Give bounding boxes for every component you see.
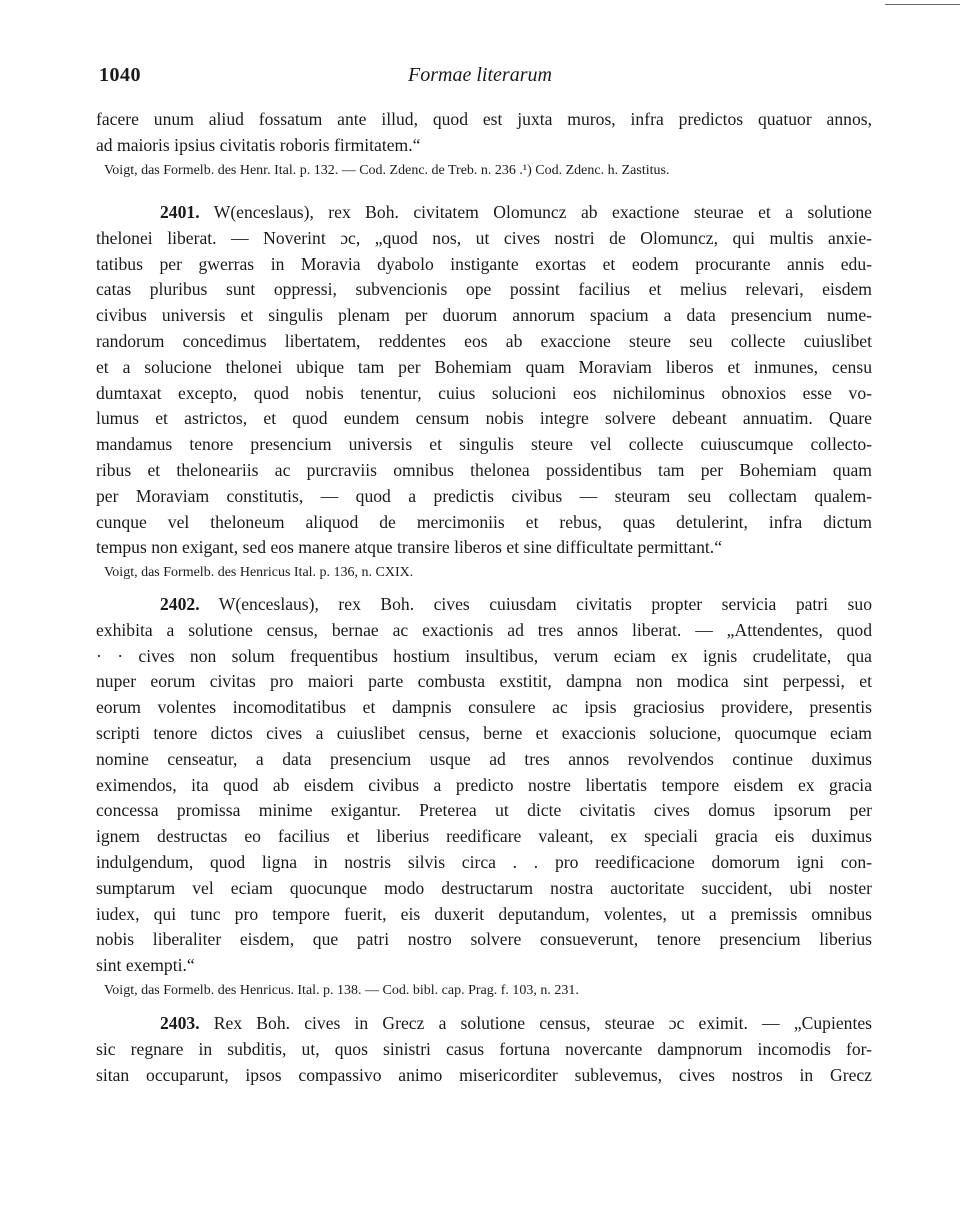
text-line: sint exempti.“ — [96, 955, 195, 976]
entry-number: 2402. — [160, 594, 200, 614]
text-line: facere unum aliud fossatum ante illud, quod est juxta muros, infra predictos quatuor annos, — [96, 109, 872, 129]
entry-summary: W(enceslaus), rex Boh. civitatem Olomuncz ab exactione steurae et a solutione — [213, 202, 872, 222]
entry-2403 — [96, 1011, 872, 1088]
text-line: scripti tenore dictos cives a cuiuslibet census, berne et exaccionis solucione, quocumque eciam — [96, 722, 872, 743]
text-line: cunque vel theloneum aliquod de mercimoniis et rebus, quas detulerint, infra dictum — [96, 511, 872, 532]
text-line: randorum concedimus libertatem, reddentes eos ab exaccione steure seu collecte cuiuslibet — [96, 330, 872, 351]
text-line: sumptarum vel eciam quocunque modo destructarum nostra auctoritate succident, ubi noster — [96, 877, 872, 898]
page-header — [0, 64, 960, 94]
text-line: ignem destructas eo facilius et liberius reedificare valeant, ex speciali gracia eis duximus — [96, 826, 872, 847]
text-line: · · cives non solum frequentibus hostium insultibus, verum eciam ex ignis crudelitate, qua — [96, 645, 872, 666]
entry-heading — [96, 200, 872, 226]
text-line: tempus non exigant, sed eos manere atque transire liberos et sine difficultate permittant.“ — [96, 537, 723, 558]
entry-heading — [96, 1011, 872, 1037]
text-line: nobis liberaliter eisdem, que patri nostro solvere consueverunt, tenore presencium liberius — [96, 929, 872, 950]
text-line: per Moraviam constitutis, — quod a predictis civibus — steuram seu collectam qualem- — [96, 485, 872, 506]
text-line: nuper eorum civitas pro maiori parte combusta exstitit, dampna non modica sint perpessi, et — [96, 671, 872, 692]
text-line: sitan occuparunt, ipsos compassivo animo misericorditer sublevemus, cives nostros in Grecz — [96, 1064, 872, 1085]
text-line: ribus et theloneariis ac purcraviis omnibus thelonea possidentibus tam per Bohemiam quam — [96, 459, 872, 480]
entry-2402 — [96, 592, 872, 1003]
running-title: Formae literarum — [408, 64, 552, 86]
continuation-block — [96, 107, 872, 183]
text-line: dumtaxat excepto, quod nobis tenentur, cuius solucioni eos nichilominus obnoxios esse vo- — [96, 382, 872, 403]
text-line: iudex, qui tunc pro tempore fuerit, eis duxerit deputandum, volentes, ut a premissis omnibus — [96, 903, 872, 924]
source-citation: Voigt, das Formelb. des Henr. Ital. p. 132. — Cod. Zdenc. de Treb. n. 236 .¹) Cod. Zdenc. h. Zastitus. — [104, 162, 670, 178]
text-line: ad maioris ipsius civitatis roboris firmitatem.“ — [96, 134, 421, 155]
entry-2401 — [96, 200, 872, 585]
text-line: sic regnare in subditis, ut, quos sinistri casus fortuna novercante dampnorum incomodis for- — [96, 1038, 872, 1059]
text-line: et a solucione thelonei ubique tam per Bohemiam quam Moraviam liberos et inmunes, censu — [96, 356, 872, 377]
text-line: eorum volentes incomoditatibus et dampnis consulere ac ipsis graciosius providere, presentis — [96, 697, 872, 718]
text-line: exhibita a solutione census, bernae ac exactionis ad tres annos liberat. — „Attendentes, quod — [96, 619, 872, 640]
top-edge-line — [885, 4, 960, 5]
text-line: nomine censeatur, a data presencium usque ad tres annos revolvendos continue duximus — [96, 748, 872, 769]
entry-heading — [96, 592, 872, 618]
text-line: catas pluribus sunt oppressi, subvencionis ope possint facilius et melius relevari, eisdem — [96, 279, 872, 300]
source-citation: Voigt, das Formelb. des Henricus Ital. p. 136, n. CXIX. — [104, 565, 414, 581]
entry-number: 2401. — [160, 202, 200, 222]
text-line: tatibus per gwerras in Moravia dyabolo instigante exortas et eodem procurante annis edu- — [96, 253, 872, 274]
text-line: thelonei liberat. — Noverint ɔc, „quod nos, ut cives nostri de Olomuncz, qui multis anxie- — [96, 227, 872, 248]
text-line: indulgendum, quod ligna in nostris silvis circa . . pro reedificacione domorum igni con- — [96, 851, 872, 872]
text-line: concessa promissa minime exigantur. Preterea ut dicte civitatis cives domus ipsorum per — [96, 800, 872, 821]
page-number: 1040 — [99, 64, 141, 86]
text-line: civibus universis et singulis plenam per duorum annorum spacium a data presencium nume- — [96, 305, 872, 326]
text-line: lumus et astrictos, et quod eundem censum nobis integre solvere debeant annuatim. Quare — [96, 408, 872, 429]
source-citation: Voigt, das Formelb. des Henricus. Ital. p. 138. — Cod. bibl. cap. Prag. f. 103, n. 231. — [104, 982, 579, 998]
text-line: mandamus tenore presencium universis et singulis steure vel collecte cuiuscumque collecto- — [96, 434, 872, 455]
entry-number: 2403. — [160, 1013, 200, 1033]
text-line: eximendos, ita quod ab eisdem civibus a predicto nostre libertatis tempore eisdem ex gracia — [96, 774, 872, 795]
entry-summary: Rex Boh. cives in Grecz a solutione census, steurae ɔc eximit. — „Cupientes — [213, 1013, 872, 1033]
entry-summary: W(enceslaus), rex Boh. cives cuiusdam civitatis propter servicia patri suo — [218, 594, 872, 614]
